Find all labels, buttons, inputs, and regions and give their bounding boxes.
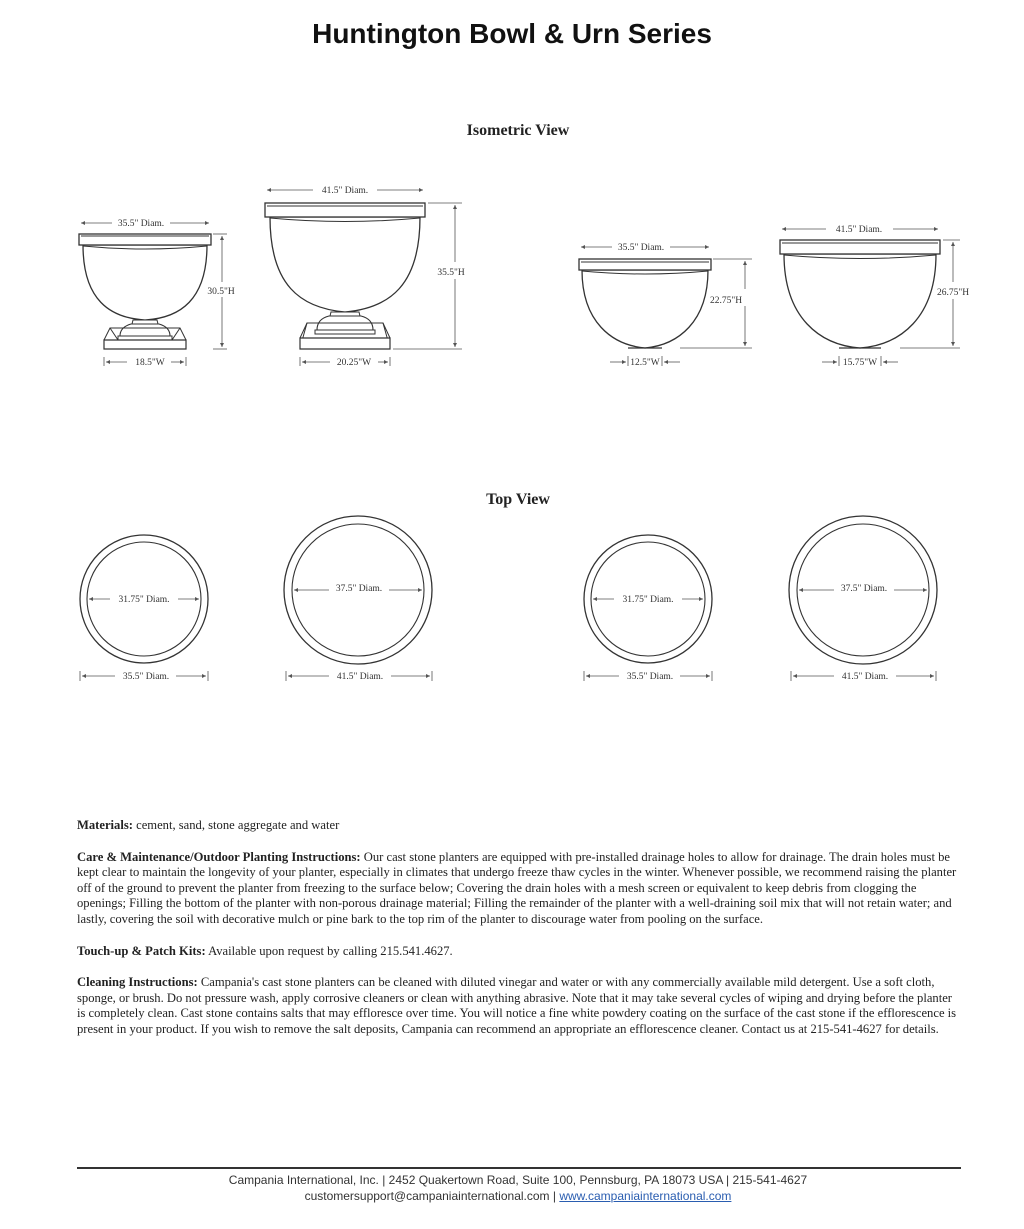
footer-contact: [0, 1188, 1024, 1204]
urn-small-top-label: 35.5" Diam.: [117, 219, 165, 229]
top-view-ring-1: [80, 535, 208, 682]
touchup-paragraph: [77, 944, 961, 960]
touchup-text: Available upon request by calling 215.541.4627.: [205, 943, 453, 958]
page-title: Huntington Bowl & Urn Series: [312, 18, 712, 49]
bowl-small-drawing: [579, 259, 711, 348]
bowl-large-top-label: 41.5" Diam.: [835, 225, 883, 235]
footer-divider: [77, 1167, 961, 1169]
care-label: Care & Maintenance/Outdoor Planting Instructions:: [77, 849, 361, 864]
top-view-ring-3: [584, 535, 712, 682]
cleaning-label: Cleaning Instructions:: [77, 975, 198, 990]
footer: [0, 1172, 1024, 1204]
materials-label: Materials:: [77, 818, 133, 832]
top-view-ring-4: [789, 516, 937, 682]
top-view-4-inner-label: 37.5" Diam.: [840, 584, 888, 594]
urn-large-height-label: 35.5"H: [437, 268, 465, 278]
top-view-3-inner-label: 31.75" Diam.: [622, 595, 674, 605]
urn-small-base-label: 18.5"W: [135, 358, 165, 368]
urn-large-top-label: 41.5" Diam.: [321, 186, 369, 196]
bowl-large-height-label: 26.75"H: [936, 288, 970, 298]
care-text: Our cast stone planters are equipped with pre-installed drainage holes to allow for drainage. The drain holes must be kept clear to maintain the longevity of your planter, especially in climates that undergo freeze thaw cycles in the winter. Whenever possible, we recommend raising the planter off of the ground to prevent the planter from freezing to the surface below; Covering the drain holes with a mesh screen or equivalent to keep debris from clogging the openings; Filling the bottom of the planter with non-porous drainage material; Filling the remainder of the planter with a well-draining soil mix that will not retain water; and lastly, covering the soil with decorative mulch or pine bark to the top rim of the planter to discourage water from pooling on the surface.: [77, 849, 957, 926]
product-info: [77, 818, 961, 1054]
top-view-heading: Top View: [486, 491, 550, 508]
cleaning-paragraph: [77, 975, 961, 1037]
cleaning-text: Campania's cast stone planters can be cleaned with diluted vinegar and water or with any commercially available mild detergent. Use a soft cloth, sponge, or brush. Do not pressure wash, apply corrosive cleaners or clean with anything abrasive. Note that it may take several cycles of wiping and drying before the planter is completely clean. Cast stone contains salts that may effloresce over time. You will notice a fine white powdery coating on the surface of the cast stone if the efflorescence is present in your product. If you wish to remove the salt deposits, Campania can recommend an appropriate an efflorescence cleaner. Contact us at 215-541-4627 for details.: [77, 975, 957, 1036]
urn-small-drawing: [79, 234, 211, 349]
website-link[interactable]: www.campaniainternational.com: [559, 1189, 732, 1203]
bowl-large-drawing: [780, 240, 940, 348]
urn-large-base-label: 20.25"W: [336, 358, 372, 368]
top-view-3-outer-label: 35.5" Diam.: [626, 672, 674, 682]
care-paragraph: [77, 850, 961, 928]
footer-separator: |: [549, 1189, 560, 1203]
materials-paragraph: [77, 818, 961, 834]
bowl-small-base-label: 12.5"W: [630, 358, 660, 368]
top-view-2-inner-label: 37.5" Diam.: [335, 584, 383, 594]
top-view-1-outer-label: 35.5" Diam.: [122, 672, 170, 682]
bowl-small-height-label: 22.75"H: [709, 296, 743, 306]
bowl-small-top-label: 35.5" Diam.: [617, 243, 665, 253]
top-view-ring-2: [284, 516, 432, 682]
top-view-2-outer-label: 41.5" Diam.: [336, 672, 384, 682]
footer-address: Campania International, Inc. | 2452 Quakertown Road, Suite 100, Pennsburg, PA 18073 USA | 215-541-4627: [228, 1173, 808, 1187]
bowl-large-base-label: 15.75"W: [842, 358, 878, 368]
isometric-view-heading: Isometric View: [466, 122, 570, 139]
urn-large-drawing: [265, 203, 425, 349]
top-view-1-inner-label: 31.75" Diam.: [118, 595, 170, 605]
materials-text: cement, sand, stone aggregate and water: [132, 818, 340, 832]
touchup-label: Touch-up & Patch Kits:: [77, 943, 206, 958]
top-view-4-outer-label: 41.5" Diam.: [841, 672, 889, 682]
urn-small-height-label: 30.5"H: [207, 287, 235, 297]
footer-email: customersupport@campaniainternational.com: [304, 1189, 550, 1203]
